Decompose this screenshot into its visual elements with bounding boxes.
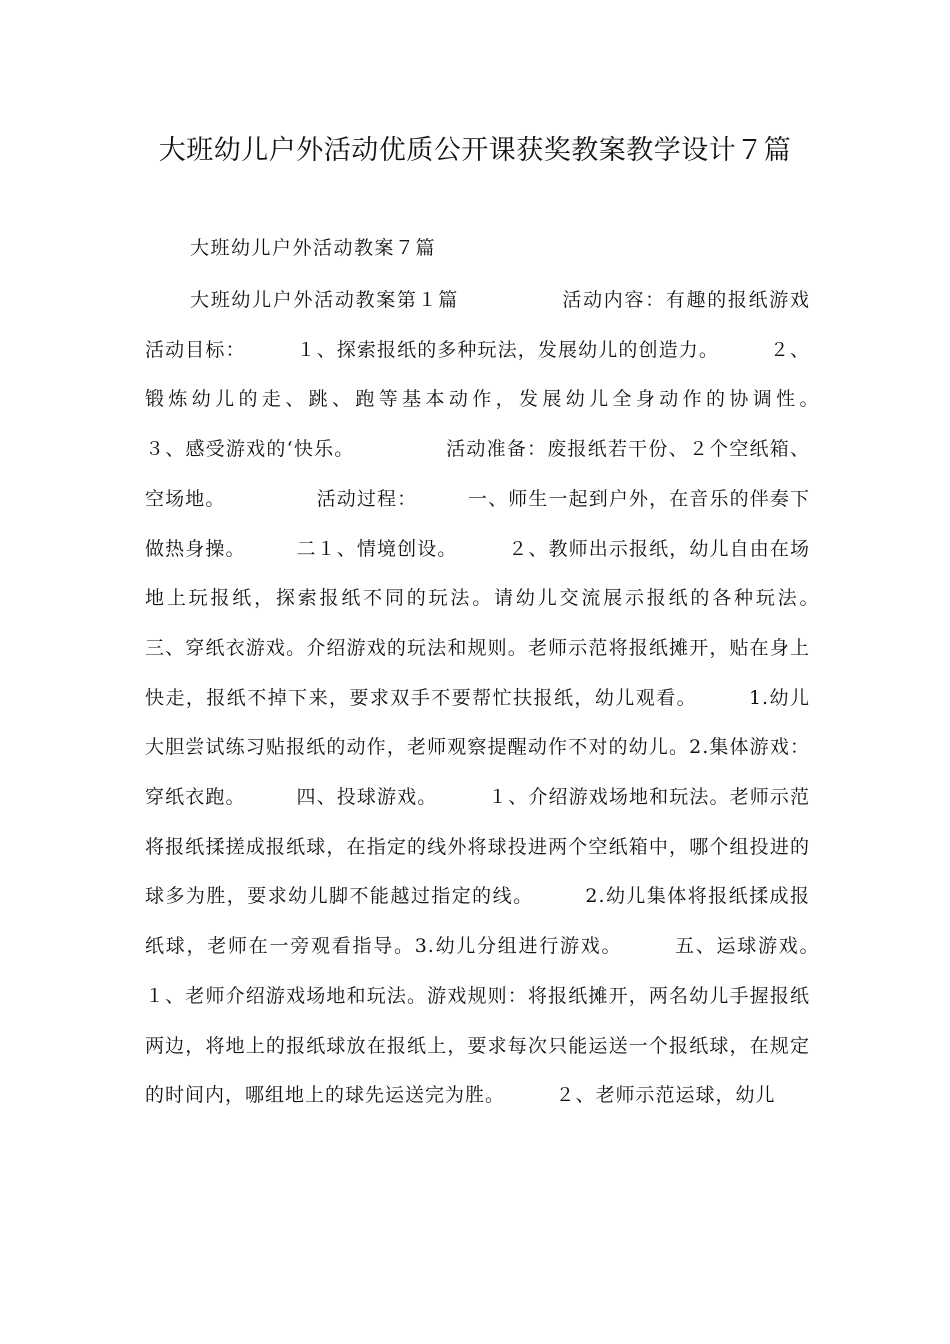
document-title: 大班幼儿户外活动优质公开课获奖教案教学设计７篇 bbox=[158, 135, 792, 166]
document-subtitle: 大班幼儿户外活动教案７篇 bbox=[190, 237, 437, 259]
document-body: 大班幼儿户外活动教案第１篇 活动内容：有趣的报纸游戏 活动目标： １、探索报纸的多种玩法，发展幼儿的创造力。 ２、锻炼幼儿的走、跳、跑等基本动作，发展幼儿全身动作的协调性。 ３、感受游戏的‘快乐。 活动准备：废报纸若干份、２个空纸箱、空场地。 活动过程： 一、师生一起到户外，在音乐的伴奏下做热身操。 二１、情境创设。 ２、教师出示报纸，幼儿自由在场地上玩报纸，探索报纸不同的玩法。请幼儿交流展示报纸的各种玩法。 三、穿纸衣游戏。介绍游戏的玩法和规则。老师示范将报纸摊开，贴在身上快走，报纸不掉下来，要求双手不要帮忙扶报纸，幼儿观看。 1.幼儿大胆尝试练习贴报纸的动作，老师观察提醒动作不对的幼儿。2.集体游戏：穿纸衣跑。 四、投球游戏。 １、介绍游戏场地和玩法。老师示范将报纸揉搓成报纸球，在指定的线外将球投进两个空纸箱中，哪个组投进的球多为胜，要求幼儿脚不能越过指定的线。 2.幼儿集体将报纸揉成报纸球，老师在一旁观看指导。3.幼儿分组进行游戏。 五、运球游戏。 １、老师介绍游戏场地和玩法。游戏规则：将报纸摊开，两名幼儿手握报纸两边，将地上的报纸球放在报纸上，要求每次只能运送一个报纸球，在规定的时间内，哪组地上的球先运送完为胜。 ２、老师示范运球，幼儿 bbox=[145, 289, 911, 1107]
